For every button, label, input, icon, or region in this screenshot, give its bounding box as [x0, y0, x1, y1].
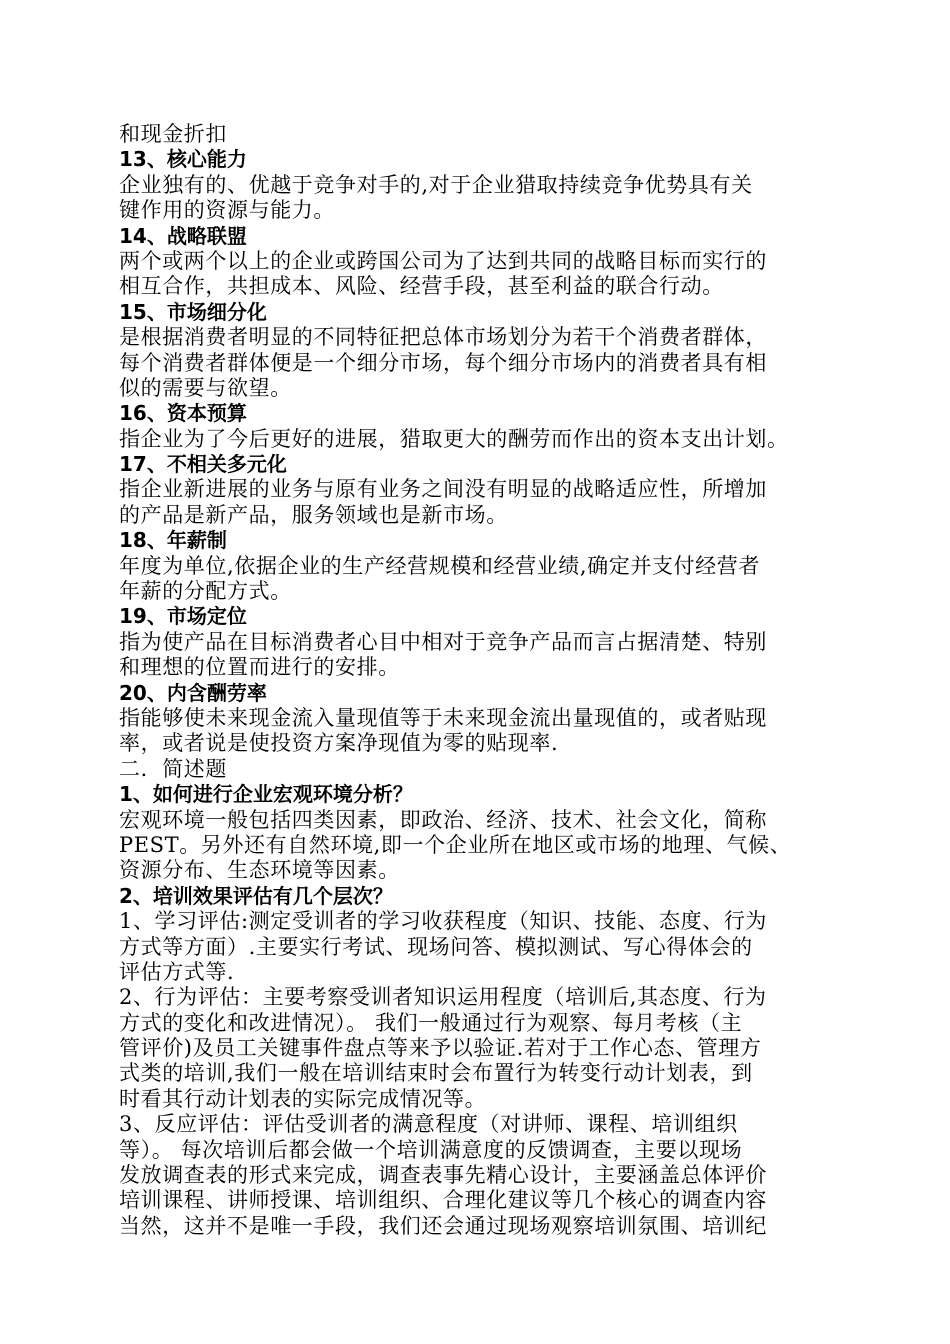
section-heading: 20、内含酬劳率: [119, 680, 267, 705]
section-heading: 1、如何进行企业宏观环境分析？: [119, 782, 413, 807]
body-text-line: 指企业新进展的业务与原有业务之间没有明显的战略适应性，所增加: [119, 477, 767, 502]
body-text-line: 指能够使未来现金流入量现值等于未来现金流出量现值的，或者贴现: [119, 705, 767, 730]
body-text-line: 培训课程、讲师授课、培训组织、合理化建议等几个核心的调查内容: [119, 1188, 767, 1213]
section-heading: 16、资本预算: [119, 401, 247, 426]
body-text-line: 评估方式等.: [119, 959, 235, 984]
body-text-line: 指企业为了今后更好的进展，猎取更大的酬劳而作出的资本支出计划。: [119, 426, 789, 451]
section-heading: 19、市场定位: [119, 604, 247, 629]
body-text-line: 方式等方面）.主要实行考试、现场问答、模拟测试、写心得体会的: [119, 934, 753, 959]
body-text-line: 2、行为评估：主要考察受训者知识运用程度（培训后,其态度、行为: [119, 985, 767, 1010]
body-text-line: 每个消费者群体便是一个细分市场，每个细分市场内的消费者具有相: [119, 350, 767, 375]
body-text-line: 宏观环境一般包括四类因素，即政治、经济、技术、社会文化，简称: [119, 807, 767, 832]
body-text-line: 和现金折扣: [119, 122, 227, 146]
body-text-line: 企业独有的、优越于竞争对手的,对于企业猎取持续竞争优势具有关: [119, 172, 753, 197]
body-text-line: 3、反应评估：评估受训者的满意程度（对讲师、课程、培训组织: [119, 1112, 738, 1137]
body-text-line: 率，或者说是使投资方案净现值为零的贴现率.: [119, 731, 559, 756]
body-text-line: 二．简述题: [119, 756, 227, 781]
body-text-line: 管评价)及员工关键事件盘点等来予以验证.若对于工作心态、管理方: [119, 1036, 762, 1061]
body-text-line: 相互合作，共担成本、风险、经营手段，甚至利益的联合行动。: [119, 274, 724, 299]
body-text-line: 是根据消费者明显的不同特征把总体市场划分为若干个消费者群体，: [119, 325, 767, 350]
body-text-line: 年度为单位,依据企业的生产经营规模和经营业绩,确定并支付经营者: [119, 553, 760, 578]
body-text-line: 的产品是新产品，服务领域也是新市场。: [119, 502, 508, 527]
section-heading: 14、战略联盟: [119, 223, 247, 248]
body-text-line: PEST。另外还有自然环境,即一个企业所在地区或市场的地理、气候、: [119, 832, 792, 857]
section-heading: 18、年薪制: [119, 528, 227, 553]
document-page: [119, 122, 839, 1239]
body-text-line: 两个或两个以上的企业或跨国公司为了达到共同的战略目标而实行的: [119, 248, 767, 273]
body-text-line: 似的需要与欲望。: [119, 375, 292, 400]
body-text-line: 和理想的位置而进行的安排。: [119, 655, 400, 680]
body-text-line: 当然，这并不是唯一手段，我们还会通过现场观察培训氛围、培训纪: [119, 1213, 767, 1238]
body-text-line: 式类的培训,我们一般在培训结束时会布置行为转变行动计划表，到: [119, 1061, 753, 1086]
body-text-line: 方式的变化和改进情况）。 我们一般通过行为观察、每月考核（主: [119, 1010, 743, 1035]
body-text-line: 指为使产品在目标消费者心目中相对于竞争产品而言占据清楚、特别: [119, 629, 767, 654]
body-text-line: 1、学习评估:测定受训者的学习收获程度（知识、技能、态度、行为: [119, 909, 768, 934]
section-heading: 15、市场细分化: [119, 299, 267, 324]
section-heading: 2、培训效果评估有几个层次？: [119, 883, 393, 908]
section-heading: 13、核心能力: [119, 147, 247, 172]
body-text-line: 发放调查表的形式来完成，调查表事先精心设计，主要涵盖总体评价: [119, 1163, 767, 1188]
body-text-line: 资源分布、生态环境等因素。: [119, 858, 400, 883]
body-text-line: 年薪的分配方式。: [119, 579, 292, 604]
section-heading: 17、不相关多元化: [119, 452, 287, 477]
body-text-line: 等）。 每次培训后都会做一个培训满意度的反馈调查，主要以现场: [119, 1137, 743, 1162]
body-text-line: 时看其行动计划表的实际完成情况等。: [119, 1086, 487, 1111]
body-text-line: 键作用的资源与能力。: [119, 198, 335, 223]
